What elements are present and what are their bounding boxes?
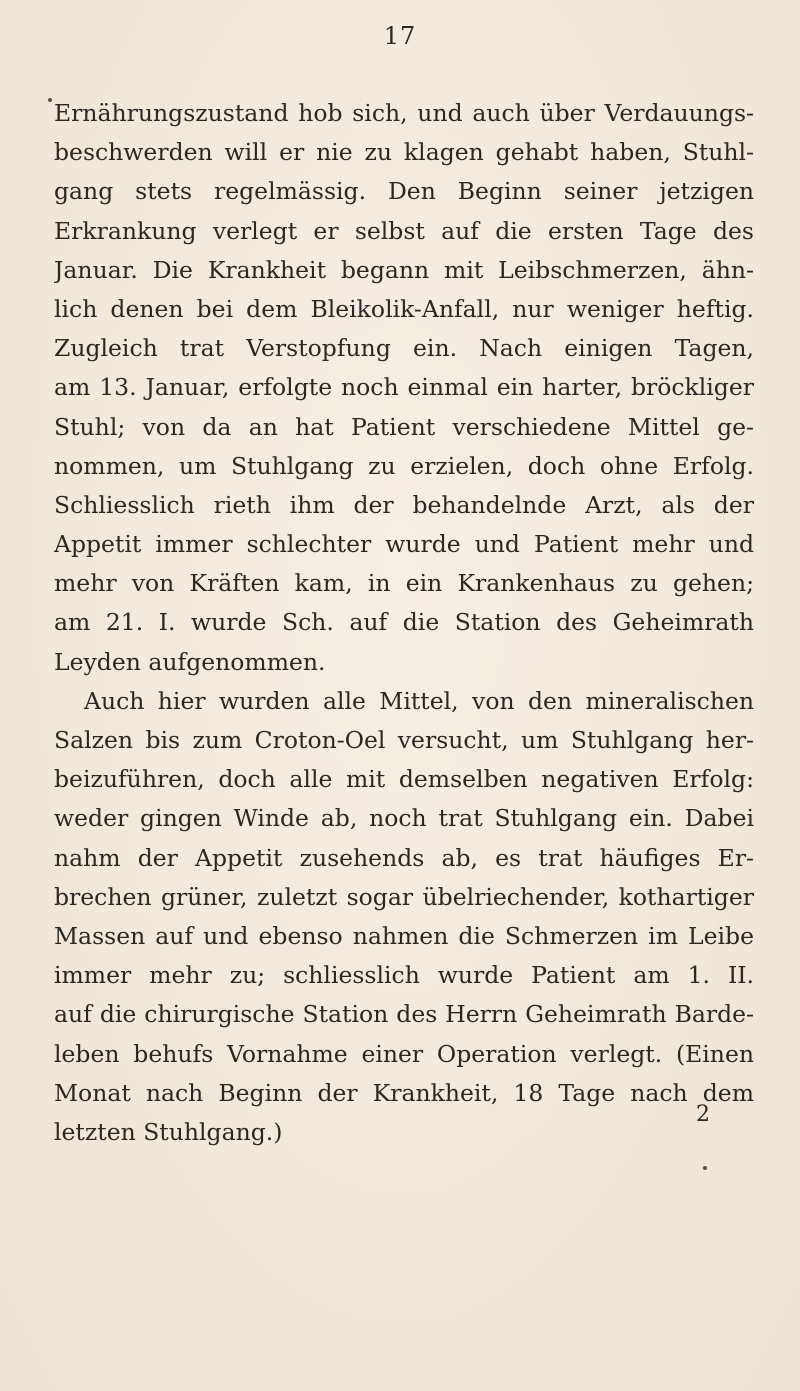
body-text — [54, 94, 754, 1152]
text-line: leben behufs Vornahme einer Operation verlegt. (Einen — [54, 1039, 754, 1068]
page-number: 17 — [383, 22, 417, 50]
text-line: beschwerden will er nie zu klagen gehabt haben, Stuhl- — [54, 138, 754, 167]
text-line: brechen grüner, zuletzt sogar übelriechender, kothartiger — [54, 882, 754, 911]
text-line: letzten Stuhlgang.) — [54, 1117, 283, 1146]
text-line: Januar. Die Krankheit begann mit Leibschmerzen, ähn- — [54, 255, 754, 284]
text-line: am 21. I. wurde Sch. auf die Station des Geheimrath — [54, 608, 754, 637]
text-line: mehr von Kräften kam, in ein Krankenhaus zu gehen; — [54, 569, 754, 598]
signature-mark: 2 — [696, 1102, 710, 1127]
text-line: Massen auf und ebenso nahmen die Schmerzen im Leibe — [54, 921, 754, 950]
text-line: Schliesslich rieth ihm der behandelnde Arzt, als der — [54, 490, 754, 519]
ink-speck — [703, 1166, 707, 1170]
text-line: Auch hier wurden alle Mittel, von den mineralischen — [84, 686, 754, 715]
text-line: Monat nach Beginn der Krankheit, 18 Tage nach dem — [54, 1078, 754, 1107]
text-line: auf die chirurgische Station des Herrn Geheimrath Barde- — [54, 1000, 754, 1029]
text-line: Appetit immer schlechter wurde und Patient mehr und — [54, 530, 754, 559]
text-line: lich denen bei dem Bleikolik-Anfall, nur weniger heftig. — [54, 294, 754, 323]
text-line: Leyden aufgenommen. — [54, 647, 326, 676]
text-line: Zugleich trat Verstopfung ein. Nach einigen Tagen, — [54, 334, 754, 363]
text-line: Erkrankung verlegt er selbst auf die ersten Tage des — [54, 216, 754, 245]
ink-speck — [48, 98, 52, 102]
text-line: Salzen bis zum Croton-Oel versucht, um Stuhlgang her- — [54, 726, 754, 754]
text-line: weder gingen Winde ab, noch trat Stuhlgang ein. Dabei — [54, 804, 754, 833]
text-line: nommen, um Stuhlgang zu erzielen, doch ohne Erfolg. — [54, 451, 754, 480]
text-line: immer mehr zu; schliesslich wurde Patient am 1. II. — [54, 961, 754, 990]
text-line: beizuführen, doch alle mit demselben negativen Erfolg: — [54, 765, 754, 794]
paragraph-1 — [54, 94, 754, 682]
text-line: gang stets regelmässig. Den Beginn seiner jetzigen — [54, 177, 754, 206]
text-line: am 13. Januar, erfolgte noch einmal ein harter, bröckliger — [54, 373, 754, 402]
text-line: Stuhl; von da an hat Patient verschiedene Mittel ge- — [54, 412, 754, 441]
paragraph-2 — [54, 682, 754, 1152]
text-line: Ernährungszustand hob sich, und auch über Verdauungs- — [54, 99, 754, 127]
text-line: nahm der Appetit zusehends ab, es trat häufiges Er- — [54, 843, 754, 872]
